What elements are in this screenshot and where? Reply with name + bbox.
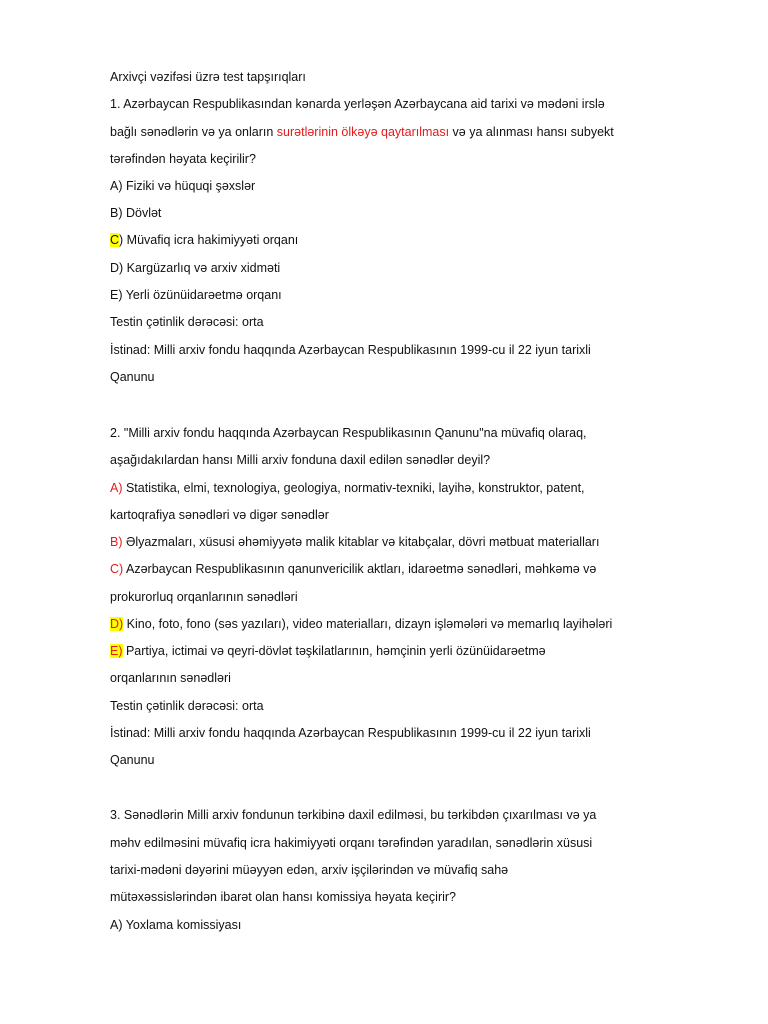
q2-reference-line-1: İstinad: Milli arxiv fondu haqqında Azərbaycan Respublikasının 1999-cu il 22 iyun tarixli [110, 726, 591, 740]
q2-option-b [110, 534, 599, 550]
q2-option-b-text: Əlyazmaları, xüsusi əhəmiyyətə malik kitablar və kitabçalar, dövri mətbuat materialları [122, 535, 600, 549]
q2-option-a [110, 480, 585, 496]
q1-option-a: A) Fiziki və hüquqi şəxslər [110, 179, 256, 193]
q1-option-c-highlighted-letter: C [110, 233, 120, 247]
q2-difficulty: Testin çətinlik dərəcəsi: orta [110, 699, 264, 713]
q2-option-e [110, 643, 546, 659]
q2-option-e-continued: orqanlarının sənədləri [110, 671, 231, 685]
q2-option-d [110, 616, 612, 632]
q2-option-a-continued: kartoqrafiya sənədləri və digər sənədlər [110, 508, 329, 522]
q3-text-line-3: tarixi-mədəni dəyərini müəyyən edən, arxiv işçilərindən və müvafiq sahə [110, 863, 509, 877]
q3-text-line-2: məhv edilməsini müvafiq icra hakimiyyəti orqanı tərəfindən yaradılan, sənədlərin xüsusi [110, 836, 593, 850]
q2-option-b-letter: B) [110, 535, 123, 549]
q1-text-line-1: 1. Azərbaycan Respublikasından kənarda yerləşən Azərbaycana aid tarixi və mədəni irslə [110, 97, 605, 111]
q2-option-a-text: Statistika, elmi, texnologiya, geologiya, normativ-texniki, layihə, konstruktor, patent, [122, 481, 585, 495]
document-title: Arxivçi vəzifəsi üzrə test tapşırıqları [110, 70, 306, 84]
q1-option-b: B) Dövlət [110, 206, 162, 220]
q3-text-line-4: mütəxəssislərindən ibarət olan hansı komissiya həyata keçirir? [110, 890, 456, 904]
q2-option-d-text: Kino, foto, fono (səs yazıları), video materialları, dizayn işləmələri və memarlıq layihələri [123, 617, 613, 631]
q3-option-a: A) Yoxlama komissiyası [110, 918, 242, 932]
q1-option-d: D) Kargüzarlıq və arxiv xidməti [110, 261, 281, 275]
q1-reference-line-1: İstinad: Milli arxiv fondu haqqında Azərbaycan Respublikasının 1999-cu il 22 iyun tarixli [110, 343, 591, 357]
q2-option-d-highlighted-letter: D) [110, 617, 124, 631]
q2-option-e-text: Partiya, ictimai və qeyri-dövlət təşkilatlarının, həmçinin yerli özünüidarəetmə [122, 644, 546, 658]
q2-text-line-1: 2. "Milli arxiv fondu haqqında Azərbaycan Respublikasının Qanunu"na müvafiq olaraq, [110, 426, 587, 440]
q2-option-c-continued: prokurorluq orqanlarının sənədləri [110, 590, 298, 604]
q2-text-line-2: aşağıdakılardan hansı Milli arxiv fonduna daxil edilən sənədlər deyil? [110, 453, 491, 467]
q2-option-c-text: Azərbaycan Respublikasının qanunvericilik aktları, idarəetmə sənədləri, məhkəmə və [123, 562, 597, 576]
q1-text-line-2-end: və ya alınması hansı subyekt [449, 125, 614, 139]
q1-difficulty: Testin çətinlik dərəcəsi: orta [110, 315, 264, 329]
q2-option-c [110, 561, 596, 577]
q1-text-line-2-start: bağlı sənədlərin və ya onların [110, 125, 277, 139]
q2-option-a-letter: A) [110, 481, 123, 495]
q3-text-line-1: 3. Sənədlərin Milli arxiv fondunun tərkibinə daxil edilməsi, bu tərkibdən çıxarılması və ya [110, 808, 597, 822]
q1-option-c-text: ) Müvafiq icra hakimiyyəti orqanı [119, 233, 299, 247]
q1-red-emphasis: surətlərinin ölkəyə qaytarılması [276, 125, 450, 139]
q1-text-line-3: tərəfindən həyata keçirilir? [110, 152, 256, 166]
q1-reference-line-2: Qanunu [110, 370, 155, 384]
q1-option-c [110, 232, 298, 248]
q2-option-c-letter: C) [110, 562, 124, 576]
q1-option-e: E) Yerli özünüidarəetmə orqanı [110, 288, 282, 302]
q2-option-e-highlighted-letter: E) [110, 644, 123, 658]
q2-reference-line-2: Qanunu [110, 753, 155, 767]
q1-text-line-2 [110, 124, 614, 140]
